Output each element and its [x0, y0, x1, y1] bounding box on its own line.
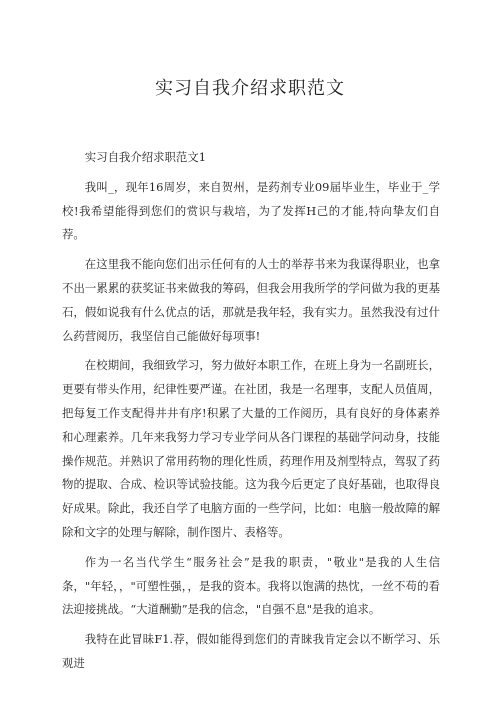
- paragraph-heading: 实习自我介绍求职范文1: [84, 150, 206, 164]
- paragraph: 我特在此冒昧F1.荐，假如能得到您们的青睐我肯定会以不断学习、乐观进: [62, 632, 440, 670]
- document-body: [62, 146, 440, 682]
- document-title: 实习自我介绍求职范文: [155, 78, 345, 99]
- paragraph: 我叫_，现年16周岁，来自贺州，是药剂专业09届毕业生，毕业于_学校!我希望能得到您们的赏识与栽培，为了发挥H己的才能,特向挚友们自荐。: [62, 179, 440, 242]
- paragraph: 在这里我不能向您们出示任何有的人士的举荐书来为我谋得职业，也拿不出一累累的获奖证书来做我的筹码，但我会用我所学的学问做为我的更基石，假如说我有什么优点的话，那就是我年轻，我有实力。虽然我没有过什么药营阅历，我坚信自己能做好每项事!: [62, 257, 440, 343]
- paragraph: 作为一名当代学生“服务社会”是我的职责，"敬业"是我的人生信条，"年轻，，"可塑性强，，是我的资本。我将以饱满的热忱，一丝不苟的看法迎接挑战。“大道酬勤”是我的信念，"自强不息"是我的追求。: [62, 554, 440, 617]
- paragraph: 在校期间，我细致学习，努力做好本职工作，在班上身为一名副班长，更要有带头作用，纪律性要严谨。在社团，我是一名理事，支配人员值周，把每复工作支配得井井有序!积累了大量的工作阅历，具有良好的身体素养和心理素养。几年来我努力学习专业学问从各门课程的基础学问动身，技能操作规范。并熟识了常用药物的理化性质，药理作用及剂型特点，驾驭了药物的提取、合成、检识等试验技能。这为我今后更定了良好基础，也取得良好成果。除此，我还自学了电脑方面的一些学问，比如：电脑一般故障的解除和文字的处理与解除，制作图片、表格等。: [62, 358, 440, 539]
